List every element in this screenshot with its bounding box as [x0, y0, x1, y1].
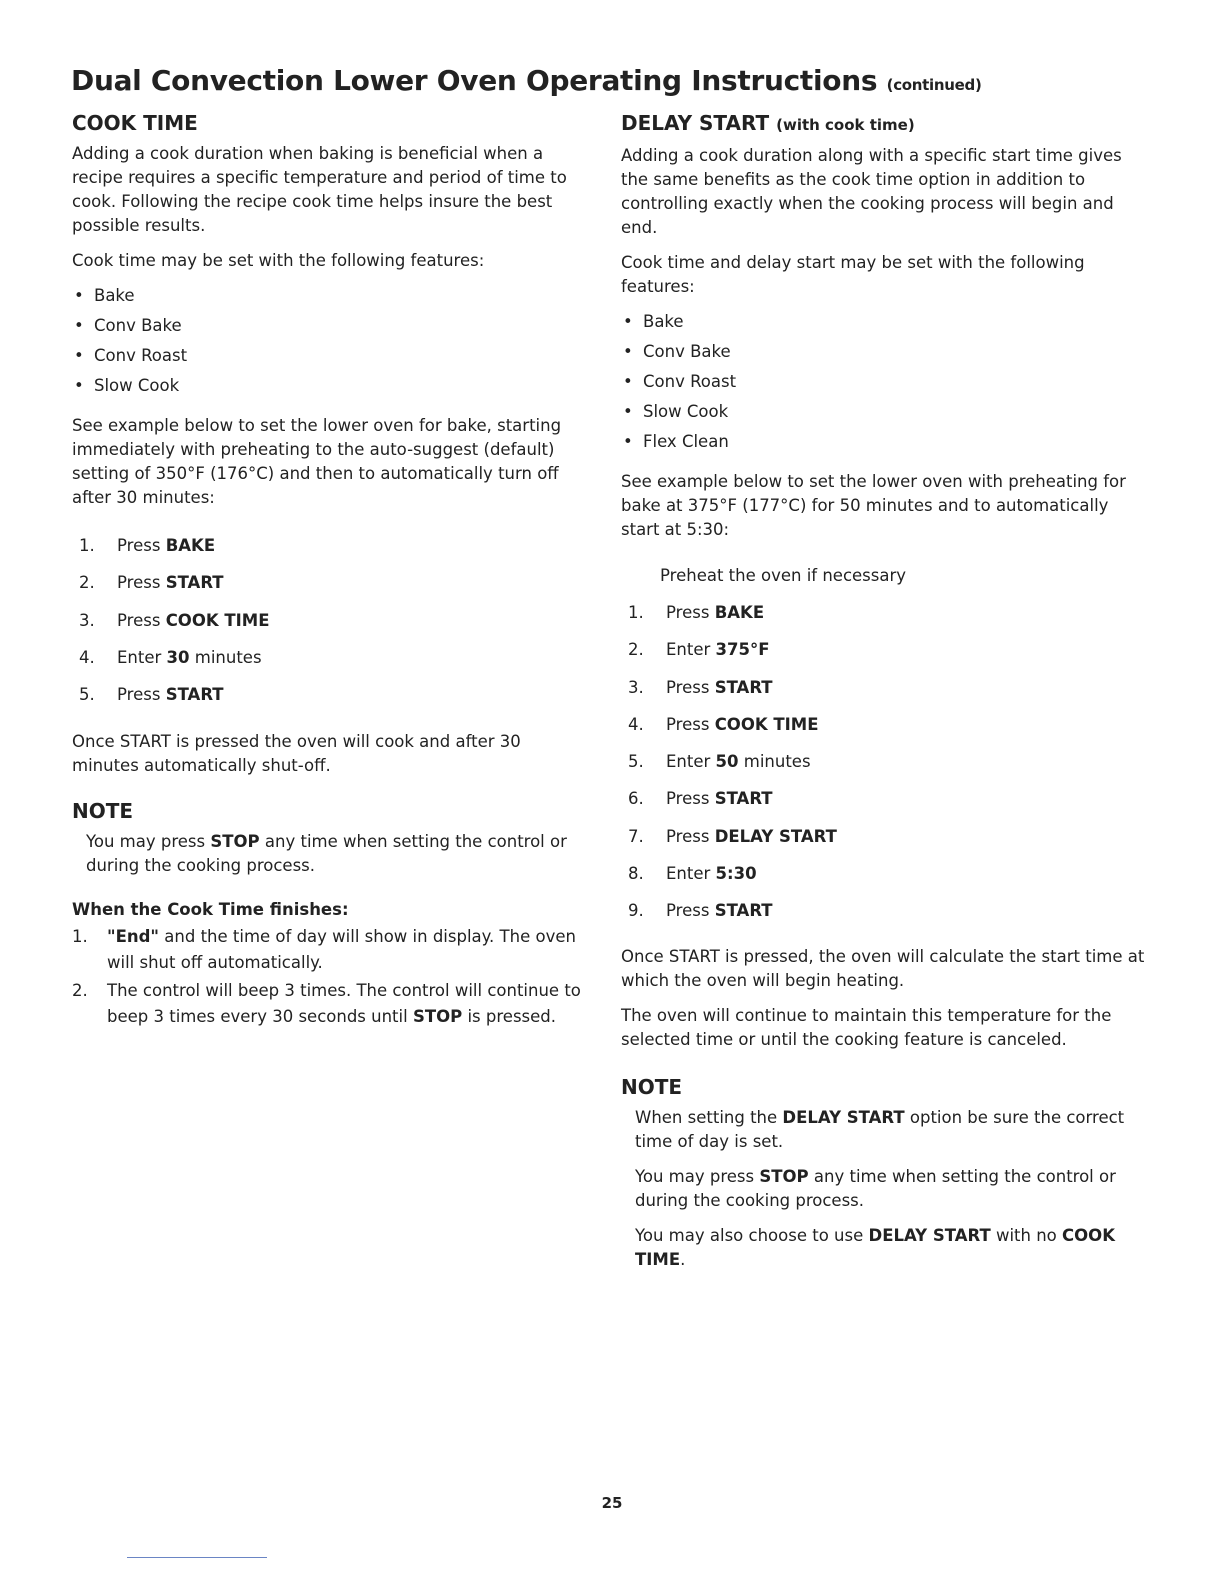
- note-text: When setting the DELAY START option be sure the correct time of day is set.: [635, 1107, 1125, 1151]
- feature-item: • Conv Roast: [72, 344, 592, 374]
- cook-time-column: [72, 110, 592, 1032]
- step-item: 3. Press START: [628, 677, 773, 697]
- step-item: 5. Enter 50 minutes: [628, 752, 811, 772]
- step-item: 9. Press START: [628, 901, 773, 921]
- finish-list: [72, 924, 592, 1030]
- step-item: 8. Enter 5:30: [628, 864, 757, 884]
- feature-item: • Slow Cook: [72, 374, 592, 404]
- cook-time-after-steps: Once START is pressed the oven will cook and after 30 minutes automatically shut-off.: [72, 732, 521, 776]
- preheat-note: Preheat the oven if necessary: [660, 566, 907, 585]
- finish-heading: When the Cook Time finishes:: [72, 900, 349, 920]
- delay-start-features: [621, 310, 1149, 460]
- cook-time-features: [72, 284, 592, 404]
- note-text: You may press STOP any time when setting the control or during the cooking process.: [86, 832, 567, 876]
- cook-time-features-intro: Cook time may be set with the following features:: [72, 251, 485, 270]
- delay-start-after-steps-2: The oven will continue to maintain this temperature for the selected time or until the cooking feature is canceled.: [621, 1005, 1112, 1049]
- cook-time-intro: Adding a cook duration when baking is beneficial when a recipe requires a specific temperature and period of time to cook. Following the recipe cook time helps insure the best possible results.: [72, 144, 567, 235]
- note-text: You may press STOP any time when setting the control or during the cooking process.: [635, 1166, 1116, 1210]
- title-suffix: (continued): [886, 76, 982, 94]
- step-item: 4. Enter 30 minutes: [79, 647, 262, 667]
- feature-item: • Slow Cook: [621, 400, 1149, 430]
- step-item: 2. Enter 375°F: [628, 640, 770, 660]
- cook-time-steps: [72, 534, 592, 720]
- feature-item: • Flex Clean: [621, 430, 1149, 460]
- delay-start-example: See example below to set the lower oven with preheating for bake at 375°F (177°C) for 50 minutes and to automatically start at 5:30:: [621, 472, 1126, 539]
- step-item: 1. Press BAKE: [628, 603, 765, 622]
- step-item: 6. Press START: [628, 789, 773, 809]
- footer-divider: [127, 1557, 267, 1558]
- delay-start-intro: Adding a cook duration along with a specific start time gives the same benefits as the cook time option in addition to controlling exactly when the cooking process will begin and end.: [621, 146, 1122, 237]
- feature-item: • Conv Bake: [621, 340, 1149, 370]
- step-item: 1. Press BAKE: [79, 536, 216, 555]
- cook-time-example: See example below to set the lower oven for bake, starting immediately with preheating to the auto-suggest (default) setting of 350°F (176°C) and then to automatically turn off after 30 minutes:: [72, 416, 562, 507]
- step-item: 2. Press START: [79, 573, 224, 593]
- page-number: 25: [601, 1494, 623, 1512]
- delay-start-heading: DELAY START (with cook time): [621, 111, 915, 135]
- feature-item: • Bake: [621, 310, 1149, 340]
- note-heading: NOTE: [72, 799, 134, 824]
- cook-time-heading: COOK TIME: [72, 111, 198, 135]
- step-item: 4. Press COOK TIME: [628, 714, 819, 734]
- finish-item: 1. "End" and the time of day will show in display. The oven will shut off automatically.: [72, 927, 576, 973]
- step-item: 5. Press START: [79, 685, 224, 705]
- feature-item: • Conv Bake: [72, 314, 592, 344]
- note-heading: NOTE: [621, 1074, 683, 1099]
- finish-item: 2. The control will beep 3 times. The control will continue to beep 3 times every 30 seconds until STOP is pressed.: [72, 981, 581, 1027]
- step-item: 7. Press DELAY START: [628, 826, 837, 846]
- step-item: 3. Press COOK TIME: [79, 610, 270, 630]
- delay-start-after-steps-1: Once START is pressed, the oven will calculate the start time at which the oven will begin heating.: [621, 946, 1145, 990]
- note-text: You may also choose to use DELAY START with no COOK TIME.: [635, 1225, 1115, 1269]
- delay-start-column: [621, 110, 1149, 1283]
- feature-item: • Bake: [72, 284, 592, 314]
- feature-item: • Conv Roast: [621, 370, 1149, 400]
- delay-start-features-intro: Cook time and delay start may be set with the following features:: [621, 253, 1085, 296]
- delay-start-steps: [621, 601, 1149, 937]
- page-title: Dual Convection Lower Oven Operating Instructions (continued): [71, 64, 982, 97]
